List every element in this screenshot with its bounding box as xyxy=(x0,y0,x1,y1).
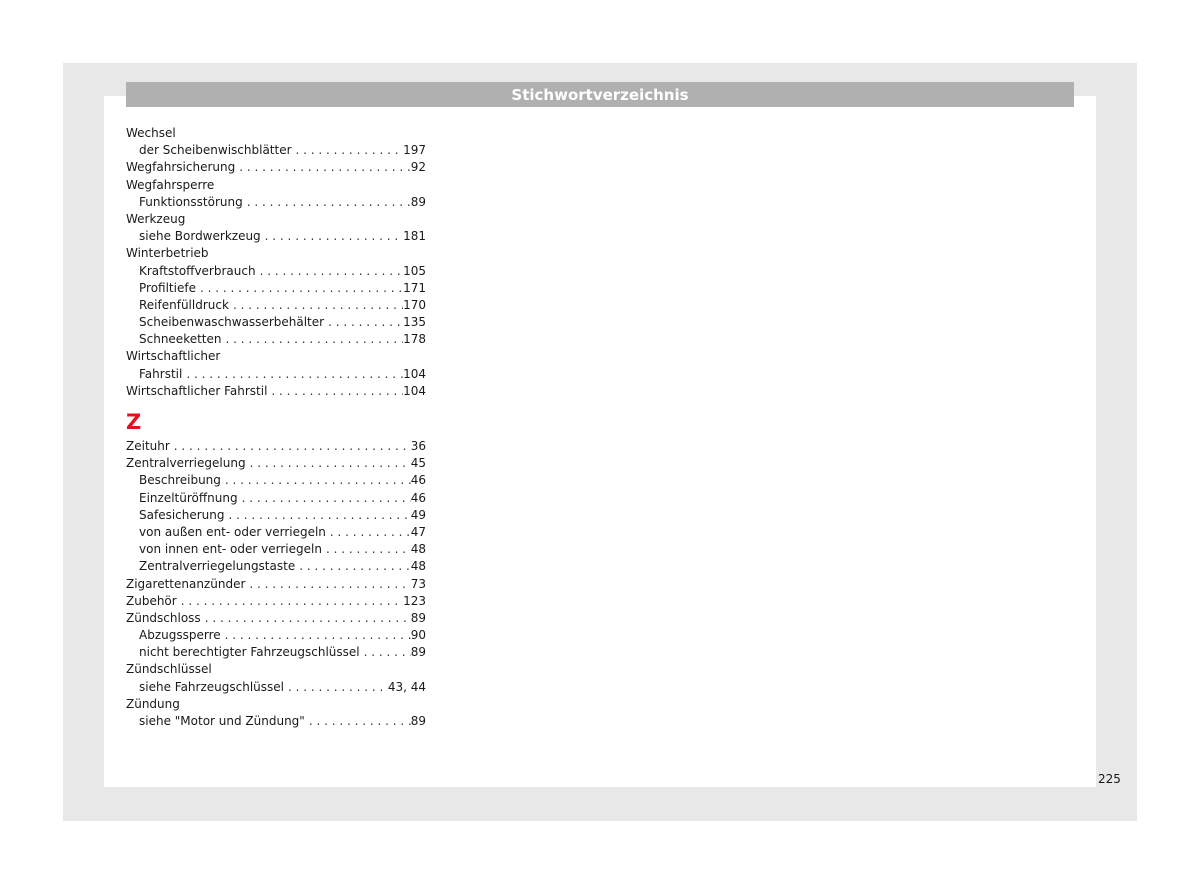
index-page-ref: 123 xyxy=(403,593,426,608)
index-section-z xyxy=(126,438,426,730)
index-entry xyxy=(126,348,426,365)
index-entry xyxy=(126,314,426,331)
index-page-ref: 45 xyxy=(410,456,426,471)
index-term: Wirtschaftlicher xyxy=(126,349,221,364)
index-term: Kraftstoffverbrauch xyxy=(139,263,256,278)
index-term: Wegfahrsicherung xyxy=(126,160,236,175)
index-entry xyxy=(126,593,426,610)
index-term: Zündschloss xyxy=(126,610,201,625)
index-page-ref: 46 xyxy=(410,473,426,488)
index-entry xyxy=(126,228,426,245)
index-term: siehe "Motor und Zündung" xyxy=(139,714,305,728)
index-term: der Scheibenwischblätter xyxy=(139,143,292,158)
index-page-ref: 89 xyxy=(410,610,426,625)
index-term: Wechsel xyxy=(126,126,176,140)
dot-leader xyxy=(225,507,411,524)
index-entry xyxy=(126,331,426,348)
dot-leader xyxy=(222,331,404,348)
dot-leader xyxy=(256,263,404,280)
dot-leader xyxy=(292,142,404,159)
dot-leader xyxy=(261,228,403,245)
index-page-ref: 197 xyxy=(403,143,426,158)
index-entry xyxy=(126,644,426,661)
index-entry xyxy=(126,576,426,593)
index-page-ref: 89 xyxy=(410,645,426,660)
index-page-ref: 49 xyxy=(410,507,426,522)
index-term: Beschreibung xyxy=(139,473,221,488)
dot-leader xyxy=(324,314,403,331)
index-term: Safesicherung xyxy=(139,507,225,522)
index-entry xyxy=(126,142,426,159)
index-term: nicht berechtigter Fahrzeugschlüssel xyxy=(139,645,360,660)
index-entry xyxy=(126,472,426,489)
index-section-w xyxy=(126,125,426,400)
index-page-ref: 73 xyxy=(410,576,426,591)
index-term: Abzugssperre xyxy=(139,628,221,643)
index-term: Funktionsstörung xyxy=(139,194,243,209)
index-page-ref: 89 xyxy=(410,714,426,728)
index-page-ref: 36 xyxy=(410,439,426,453)
index-entry xyxy=(126,627,426,644)
index-entry xyxy=(126,541,426,558)
index-entry xyxy=(126,366,426,383)
page-number: 225 xyxy=(1098,772,1121,786)
index-entry xyxy=(126,159,426,176)
index-page-ref: 170 xyxy=(403,297,426,312)
dot-leader xyxy=(170,438,411,455)
index-entry xyxy=(126,211,426,228)
index-entry xyxy=(126,383,426,400)
index-term: Scheibenwaschwasserbehälter xyxy=(139,315,325,330)
dot-leader xyxy=(267,383,403,400)
dot-leader xyxy=(295,558,411,575)
index-page-ref: 181 xyxy=(403,229,426,244)
dot-leader xyxy=(221,472,411,489)
index-entry xyxy=(126,696,426,713)
index-term: Zündschlüssel xyxy=(126,662,212,677)
index-page-ref: 171 xyxy=(403,280,426,295)
index-page-ref: 178 xyxy=(403,332,426,347)
dot-leader xyxy=(221,627,411,644)
index-page-ref: 104 xyxy=(403,383,426,398)
index-entry xyxy=(126,558,426,575)
section-header: Stichwortverzeichnis xyxy=(126,82,1074,107)
index-term: Zentralverriegelungstaste xyxy=(139,559,296,574)
index-term: von außen ent- oder verriegeln xyxy=(139,524,326,539)
index-term: Reifenfülldruck xyxy=(139,297,229,312)
index-page-ref: 104 xyxy=(403,366,426,381)
index-entry xyxy=(126,610,426,627)
index-entry xyxy=(126,297,426,314)
index-term: siehe Bordwerkzeug xyxy=(139,229,261,244)
index-page-ref: 135 xyxy=(403,315,426,330)
index-entry xyxy=(126,177,426,194)
index-term: Werkzeug xyxy=(126,211,186,226)
index-term: Winterbetrieb xyxy=(126,246,209,261)
index-entry xyxy=(126,263,426,280)
index-entry xyxy=(126,125,426,142)
index-term: Einzeltüröffnung xyxy=(139,490,238,505)
index-entry xyxy=(126,713,426,730)
dot-leader xyxy=(177,593,403,610)
index-term: Wirtschaftlicher Fahrstil xyxy=(126,383,268,398)
index-term: siehe Fahrzeugschlüssel xyxy=(139,679,284,694)
index-entry xyxy=(126,507,426,524)
dot-leader xyxy=(182,366,403,383)
index-term: von innen ent- oder verriegeln xyxy=(139,542,322,557)
dot-leader xyxy=(322,541,411,558)
index-entry xyxy=(126,245,426,262)
dot-leader xyxy=(235,159,411,176)
index-page-ref: 46 xyxy=(410,490,426,505)
index-term: Zeituhr xyxy=(126,439,170,453)
index-entry xyxy=(126,280,426,297)
index-entry xyxy=(126,524,426,541)
index-page-ref: 105 xyxy=(403,263,426,278)
dot-leader xyxy=(201,610,411,627)
dot-leader xyxy=(305,713,411,730)
index-letter-z: Z xyxy=(126,410,142,434)
index-entry xyxy=(126,194,426,211)
dot-leader xyxy=(238,490,411,507)
index-term: Schneeketten xyxy=(139,332,222,347)
index-page-ref: 90 xyxy=(410,628,426,643)
index-term: Zubehör xyxy=(126,593,177,608)
index-term: Fahrstil xyxy=(139,366,183,381)
index-term: Profiltiefe xyxy=(139,280,196,295)
index-page-ref: 48 xyxy=(410,542,426,557)
index-term: Zündung xyxy=(126,696,180,711)
dot-leader xyxy=(196,280,403,297)
index-page-ref: 43, 44 xyxy=(387,679,426,694)
index-entry xyxy=(126,679,426,696)
index-term: Zigarettenanzünder xyxy=(126,576,246,591)
dot-leader xyxy=(243,194,411,211)
dot-leader xyxy=(284,679,388,696)
dot-leader xyxy=(326,524,411,541)
dot-leader xyxy=(229,297,403,314)
index-term: Zentralverriegelung xyxy=(126,456,246,471)
index-entry xyxy=(126,438,426,455)
index-page-ref: 48 xyxy=(410,559,426,574)
index-page-ref: 92 xyxy=(410,160,426,175)
dot-leader xyxy=(245,576,410,593)
index-entry xyxy=(126,490,426,507)
index-page-ref: 47 xyxy=(410,524,426,539)
index-entry xyxy=(126,455,426,472)
dot-leader xyxy=(246,455,411,472)
index-entry xyxy=(126,661,426,678)
index-term: Wegfahrsperre xyxy=(126,177,215,192)
index-column xyxy=(126,125,426,730)
index-page-ref: 89 xyxy=(410,194,426,209)
dot-leader xyxy=(360,644,411,661)
